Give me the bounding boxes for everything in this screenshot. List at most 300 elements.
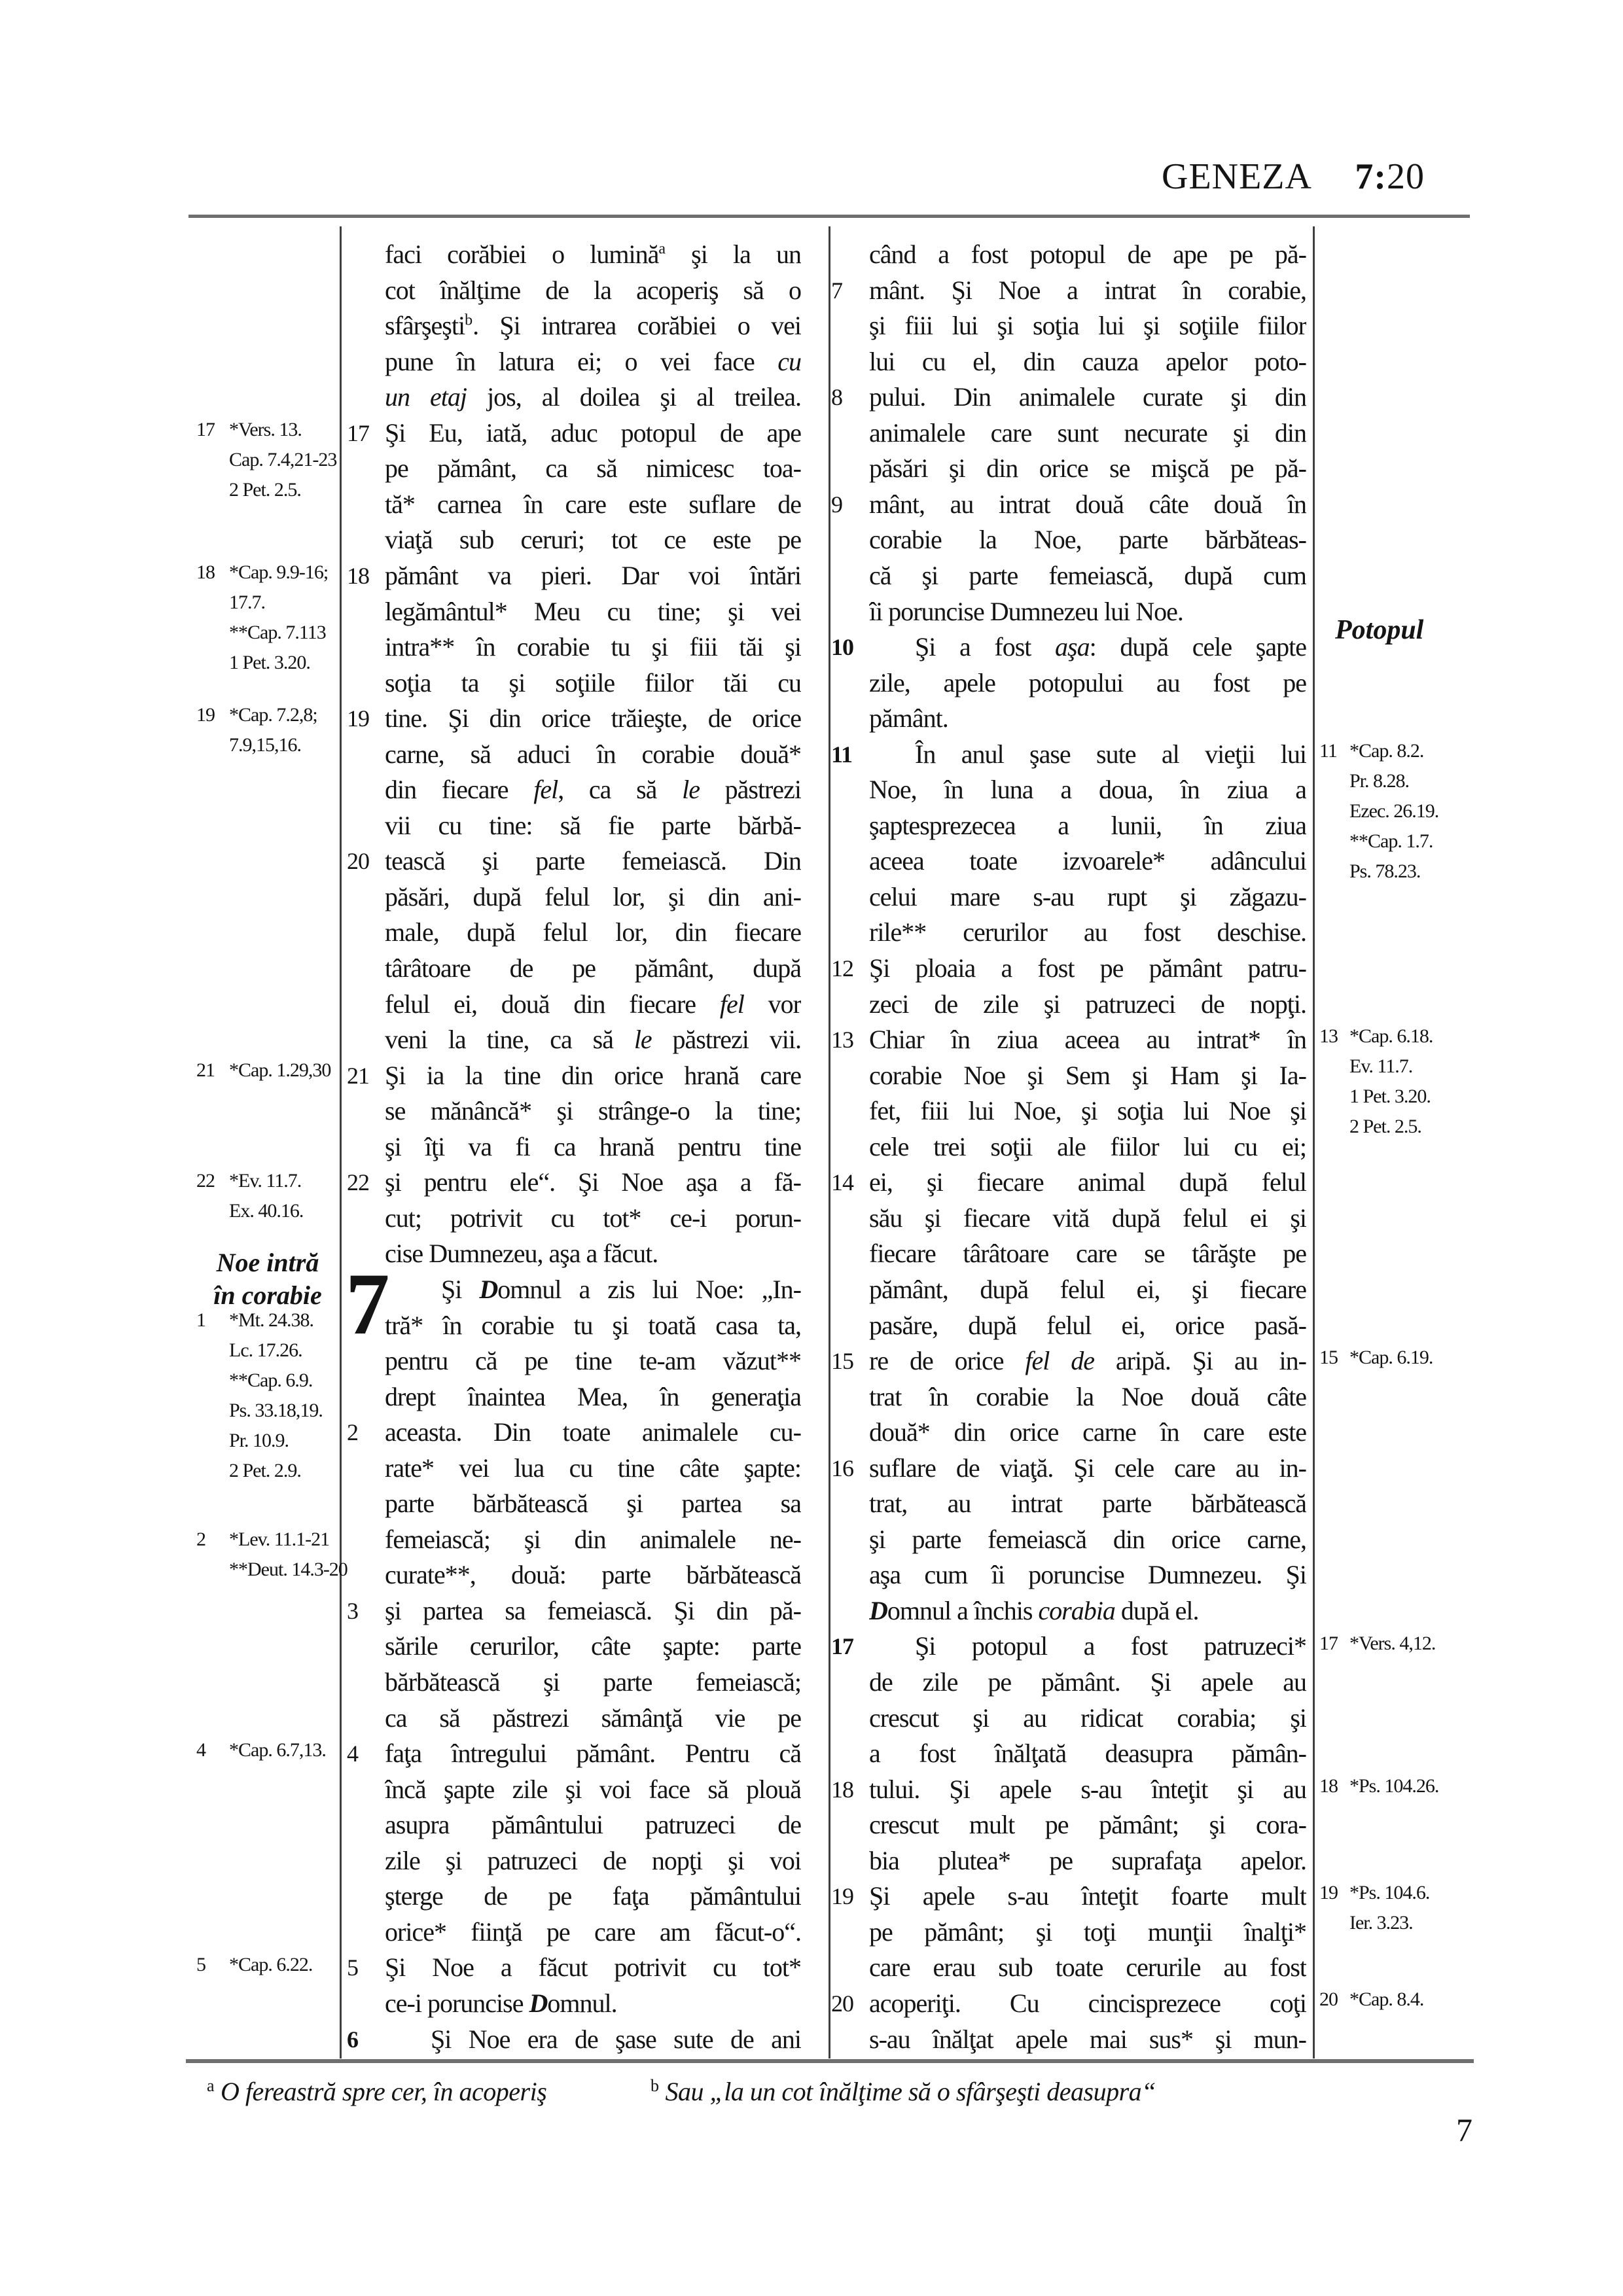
verse-text xyxy=(385,1093,801,1129)
ref-list xyxy=(1349,1771,1483,1801)
margin-ref-block xyxy=(1319,736,1483,887)
verse-text xyxy=(385,1772,801,1808)
plain-text: vor xyxy=(743,989,801,1019)
verse-text xyxy=(869,1736,1306,1772)
verse-text xyxy=(385,1915,801,1951)
cross-reference: *Cap. 1.29,30 xyxy=(229,1059,331,1081)
chapter-number: 7 xyxy=(346,1255,390,1353)
plain-text: tului. Şi apele s-au înteţit şi au xyxy=(869,1774,1306,1804)
plain-text: mânt. Şi Noe a intrat în corabie, xyxy=(869,275,1306,305)
text-line xyxy=(831,987,1306,1023)
margin-ref-block xyxy=(1319,1985,1483,2015)
verse-text xyxy=(385,987,801,1023)
ref-list xyxy=(1349,1629,1483,1659)
plain-text: omnul. xyxy=(547,1988,617,2018)
cross-reference: *Vers. 4,12. xyxy=(1349,1633,1436,1654)
verse-text xyxy=(385,415,801,451)
ornate-initial: D xyxy=(479,1274,498,1304)
cross-reference: Pr. 8.28. xyxy=(1349,770,1410,792)
text-line xyxy=(831,344,1306,380)
plain-text: pe pământ, ca să nimicesc toa- xyxy=(385,453,801,484)
margin-ref-block xyxy=(1319,1021,1483,1142)
plain-text: îi poruncise Dumnezeu lui Noe. xyxy=(869,596,1183,626)
text-line xyxy=(831,1308,1306,1344)
ref-verse-number: 22 xyxy=(196,1170,215,1192)
verse-text xyxy=(869,415,1306,451)
verse-text xyxy=(385,1986,801,2022)
plain-text: ei, şi fiecare animal după felul xyxy=(869,1167,1306,1197)
verse-number: 5 xyxy=(347,1954,358,1981)
verse-text xyxy=(869,237,1306,273)
text-line xyxy=(347,558,801,594)
plain-text: său şi fiecare vită după felul ei şi xyxy=(869,1203,1306,1233)
verse-text xyxy=(385,344,801,380)
plain-text: , ca să xyxy=(558,775,683,805)
text-line xyxy=(347,1415,801,1451)
plain-text: viaţă sub ceruri; tot ce este pe xyxy=(385,525,801,555)
text-line xyxy=(347,1772,801,1808)
verse-text xyxy=(385,1879,801,1915)
verse-number: 2 xyxy=(347,1419,358,1446)
text-line xyxy=(831,487,1306,523)
verse-text xyxy=(385,1129,801,1165)
ornate-initial: D xyxy=(869,1595,887,1625)
right-column-rule xyxy=(1313,226,1315,2058)
verse-number: 15 xyxy=(831,1348,853,1375)
verse-number: 9 xyxy=(831,491,842,518)
text-line xyxy=(347,1915,801,1951)
text-line xyxy=(831,237,1306,273)
ref-verse-number: 21 xyxy=(196,1059,215,1081)
cross-reference: Cap. 7.4,21-23 xyxy=(229,449,337,470)
cross-reference: Ev. 11.7. xyxy=(1349,1055,1413,1077)
plain-text: şi îţi va fi ca hrană pentru tine xyxy=(385,1131,801,1161)
plain-text: animalele care sunt necurate şi din xyxy=(869,417,1306,448)
verse-text xyxy=(385,629,801,665)
verse-text xyxy=(869,665,1306,701)
text-line xyxy=(831,380,1306,415)
plain-text: În anul şase sute al vieţii lui xyxy=(915,739,1306,769)
verse-text xyxy=(385,594,801,630)
verse-text xyxy=(385,1557,801,1593)
footnote-b xyxy=(651,2075,1156,2108)
text-line xyxy=(347,915,801,951)
plain-text: femeiască; şi din animalele ne- xyxy=(385,1524,801,1554)
footnote-text: Sau „la un cot înălţime să o sfârşeşti deasupra“ xyxy=(665,2077,1156,2106)
italic-text: fel xyxy=(533,775,558,805)
verse-number: 8 xyxy=(831,384,842,411)
ref-list xyxy=(1349,1878,1483,1938)
verse-text xyxy=(385,1736,801,1772)
text-line xyxy=(347,1736,801,1772)
plain-text: se mănâncă* şi strânge-o la tine; xyxy=(385,1096,801,1126)
heading-line: Noe intră xyxy=(216,1248,319,1277)
text-line xyxy=(831,772,1306,808)
text-line xyxy=(347,451,801,487)
verse-text xyxy=(385,951,801,987)
plain-text: male, după felul lor, din fiecare xyxy=(385,917,801,947)
verse-text xyxy=(869,1486,1306,1522)
plain-text: asupra pământului patruzeci de xyxy=(385,1810,801,1840)
plain-text: crescut mult pe pământ; şi cora- xyxy=(869,1810,1306,1840)
cross-reference: **Deut. 14.3-20 xyxy=(229,1559,348,1580)
plain-text: drept înaintea Mea, în generaţia xyxy=(385,1381,801,1411)
plain-text: şi partea sa femeiască. Şi din pă- xyxy=(385,1595,801,1625)
plain-text: şi pentru ele“. Şi Noe aşa a fă- xyxy=(385,1167,801,1197)
margin-ref-block xyxy=(196,1166,339,1226)
margin-section-heading xyxy=(196,1246,339,1312)
cross-reference: 2 Pet. 2.5. xyxy=(1349,1116,1421,1137)
ref-verse-number: 11 xyxy=(1319,740,1337,762)
verse-text xyxy=(869,451,1306,487)
plain-text: încă şapte zile şi voi face să plouă xyxy=(385,1774,801,1804)
plain-text: zile, apele potopului au fost pe xyxy=(869,667,1306,698)
verse-text xyxy=(385,879,801,915)
plain-text: şi parte femeiască din orice carne, xyxy=(869,1524,1306,1554)
ref-list xyxy=(229,557,339,678)
plain-text: când a fost potopul de ape pe pă- xyxy=(869,239,1306,269)
verse-number: 19 xyxy=(347,705,369,732)
verse-text xyxy=(385,1629,801,1665)
plain-text: păstrezi xyxy=(699,775,801,805)
plain-text: a fost înălţată deasupra pămân- xyxy=(869,1739,1306,1769)
verse-text xyxy=(869,344,1306,380)
plain-text: că şi parte femeiască, după cum xyxy=(869,560,1306,590)
plain-text: târâtoare de pe pământ, după xyxy=(385,953,801,983)
text-line xyxy=(831,1093,1306,1129)
verse-text xyxy=(869,558,1306,594)
text-line xyxy=(347,1451,801,1487)
cross-reference: *Cap. 9.9-16; xyxy=(229,561,329,583)
verse-text xyxy=(869,2022,1306,2058)
plain-text: crescut şi au ridicat corabia; şi xyxy=(869,1703,1306,1733)
verse-number: 12 xyxy=(831,955,853,981)
verse-number: 16 xyxy=(831,1455,853,1481)
verse-text xyxy=(385,915,801,951)
text-line xyxy=(347,1201,801,1237)
ref-verse-number: 18 xyxy=(1319,1775,1338,1797)
plain-text: de zile pe pământ. Şi apele au xyxy=(869,1667,1306,1697)
ref-list xyxy=(229,1735,339,1765)
text-line xyxy=(831,737,1306,773)
text-line xyxy=(347,380,801,415)
text-line xyxy=(347,344,801,380)
plain-text: pasăre, după felul ei, orice pasă- xyxy=(869,1310,1306,1340)
verse-text xyxy=(385,1593,801,1629)
text-line xyxy=(831,1129,1306,1165)
cross-reference: *Cap. 8.4. xyxy=(1349,1988,1424,2010)
text-line xyxy=(831,1950,1306,1986)
text-line xyxy=(831,1557,1306,1593)
plain-text: bărbătească şi parte femeiască; xyxy=(385,1667,801,1697)
text-line xyxy=(831,1701,1306,1737)
ornate-initial: D xyxy=(529,1988,548,2018)
verse-text xyxy=(385,1486,801,1522)
plain-text: zile şi patruzeci de nopţi şi voi xyxy=(385,1845,801,1875)
cross-reference: **Cap. 6.9. xyxy=(229,1369,313,1391)
plain-text: Şi ploaia a fost pe pământ patru- xyxy=(869,953,1306,983)
verse-text xyxy=(385,1272,801,1308)
plain-text: şterge de pe faţa pământului xyxy=(385,1881,801,1911)
text-line xyxy=(831,915,1306,951)
book-title: GENEZA xyxy=(1162,156,1312,197)
verse-number: 14 xyxy=(831,1169,853,1196)
verse-text xyxy=(385,1807,801,1843)
ref-list xyxy=(229,1950,339,1980)
cross-reference: **Cap. 7.113 xyxy=(229,622,326,643)
text-line xyxy=(831,308,1306,344)
verse-text xyxy=(869,879,1306,915)
verse-text xyxy=(869,1915,1306,1951)
right-margin-references xyxy=(1319,0,1483,2296)
text-line xyxy=(347,1022,801,1058)
plain-text: aşa cum îi poruncise Dumnezeu. Şi xyxy=(869,1560,1306,1590)
verse-text xyxy=(869,1593,1306,1629)
text-line xyxy=(831,594,1306,630)
text-line xyxy=(347,808,801,844)
ref-verse-number: 13 xyxy=(1319,1025,1338,1047)
verse-text xyxy=(869,1879,1306,1915)
text-line xyxy=(347,1486,801,1522)
verse-text xyxy=(869,1665,1306,1701)
plain-text: re de orice xyxy=(869,1346,1026,1376)
footnote-a xyxy=(207,2075,546,2108)
text-line xyxy=(831,1915,1306,1951)
margin-ref-block xyxy=(196,1525,348,1585)
verse-text xyxy=(869,1986,1306,2022)
plain-text: veni la tine, ca să xyxy=(385,1025,634,1055)
text-line xyxy=(347,1950,801,1986)
plain-text: Şi Eu, iată, aduc potopul de ape xyxy=(385,417,801,448)
text-line xyxy=(831,843,1306,879)
verse-text xyxy=(869,1165,1306,1201)
verse-number: 17 xyxy=(347,419,369,446)
verse-text xyxy=(869,1022,1306,1058)
plain-text: omnul a închis xyxy=(887,1595,1039,1625)
plain-text: tească şi parte femeiască. Din xyxy=(385,846,801,876)
text-line xyxy=(347,594,801,630)
text-line xyxy=(347,1236,801,1272)
ref-verse-number: 17 xyxy=(196,419,215,440)
text-line xyxy=(347,1522,801,1558)
plain-text: pentru că pe tine te-am văzut** xyxy=(385,1346,801,1376)
verse-text xyxy=(869,701,1306,737)
plain-text: cele trei soţii ale fiilor lui cu ei; xyxy=(869,1131,1306,1161)
ref-list xyxy=(1349,1021,1483,1142)
plain-text: sfârşeşti xyxy=(385,311,465,341)
verse-text xyxy=(385,558,801,594)
text-line xyxy=(831,1058,1306,1094)
plain-text: bia plutea* pe suprafaţa apelor. xyxy=(869,1845,1306,1875)
plain-text: aceea toate izvoarele* adâncului xyxy=(869,846,1306,876)
italic-text: un etaj xyxy=(385,382,467,412)
plain-text: păsări, după felul lor, şi din ani- xyxy=(385,881,801,911)
text-line xyxy=(347,1807,801,1843)
text-line xyxy=(347,665,801,701)
verse-text xyxy=(385,1058,801,1094)
verse-text xyxy=(869,1557,1306,1593)
text-line xyxy=(831,558,1306,594)
verse-text xyxy=(869,951,1306,987)
verse-text xyxy=(385,487,801,523)
verse-text xyxy=(869,772,1306,808)
text-line xyxy=(831,1236,1306,1272)
plain-text: pământ. xyxy=(869,703,948,733)
ref-list xyxy=(1349,1985,1483,2015)
plain-text: şi la un xyxy=(665,239,801,269)
verse-text xyxy=(869,1807,1306,1843)
cross-reference: Pr. 10.9. xyxy=(229,1430,289,1451)
plain-text: pune în latura ei; o vei face xyxy=(385,346,778,376)
ref-list xyxy=(229,1166,339,1226)
plain-text: cut; potrivit cu tot* ce-i porun- xyxy=(385,1203,801,1233)
plain-text: ca să păstrezi sămânţă vie pe xyxy=(385,1703,801,1733)
verse-number: 3 xyxy=(347,1597,358,1624)
cross-reference: 1 Pet. 3.20. xyxy=(229,652,310,673)
plain-text: vii cu tine: să fie parte bărbă- xyxy=(385,810,801,840)
plain-text: tine. Şi din orice trăieşte, de orice xyxy=(385,703,801,733)
verse-text xyxy=(385,1701,801,1737)
verse-text xyxy=(869,1093,1306,1129)
plain-text: fet, fiii lui Noe, şi soţia lui Noe şi xyxy=(869,1096,1306,1126)
verse-text xyxy=(385,2022,801,2058)
verse-text xyxy=(385,380,801,415)
plain-text: sările cerurilor, câte şapte: parte xyxy=(385,1631,801,1661)
text-line xyxy=(347,1986,801,2022)
plain-text: legământul* Meu cu tine; şi vei xyxy=(385,596,801,626)
plain-text: Şi xyxy=(441,1274,480,1304)
cross-reference: *Vers. 13. xyxy=(229,419,302,440)
text-line xyxy=(831,1879,1306,1915)
footnote-text: O fereastră spre cer, în acoperiş xyxy=(221,2077,547,2106)
cross-reference: Ps. 78.23. xyxy=(1349,860,1421,882)
text-line xyxy=(347,1129,801,1165)
verse-text xyxy=(385,1843,801,1879)
verse-number: 4 xyxy=(347,1740,358,1767)
text-line xyxy=(831,1986,1306,2022)
footnote-letter: b xyxy=(651,2075,659,2095)
plain-text: omnul a zis lui Noe: „In- xyxy=(497,1274,801,1304)
plain-text: corabie Noe şi Sem şi Ham şi Ia- xyxy=(869,1060,1306,1090)
verse-number: 20 xyxy=(347,848,369,875)
ref-list xyxy=(1349,1343,1483,1373)
text-line xyxy=(347,629,801,665)
margin-ref-block xyxy=(196,415,339,505)
plain-text: tă* carnea în care este suflare de xyxy=(385,489,801,519)
text-line xyxy=(831,1165,1306,1201)
plain-text: şaptesprezecea a lunii, în ziua xyxy=(869,810,1306,840)
verse-number: 18 xyxy=(831,1776,853,1803)
verse-text xyxy=(385,1343,801,1379)
cross-reference: Ex. 40.16. xyxy=(229,1200,304,1222)
verse-text xyxy=(869,1379,1306,1415)
cross-reference: Ier. 3.23. xyxy=(1349,1912,1413,1934)
plain-text: soţia ta şi soţiile fiilor tăi cu xyxy=(385,667,801,698)
plain-text: . Şi intrarea corăbiei o vei xyxy=(473,311,801,341)
plain-text: trat, au intrat parte bărbătească xyxy=(869,1489,1306,1519)
verse-number: 18 xyxy=(347,562,369,589)
verse-text xyxy=(869,1629,1306,1665)
plain-text: păsări şi din orice se mişcă pe pă- xyxy=(869,453,1306,484)
verse-text xyxy=(869,737,1306,773)
footnote-marker: a xyxy=(658,240,666,258)
verse-number: 6 xyxy=(347,2026,358,2053)
text-line xyxy=(347,273,801,309)
text-line xyxy=(347,1843,801,1879)
text-line xyxy=(347,737,801,773)
plain-text: Şi apele s-au înteţit foarte mult xyxy=(869,1881,1306,1911)
plain-text: pământ, după felul ei, şi fiecare xyxy=(869,1274,1306,1304)
verse-text xyxy=(385,273,801,309)
text-line xyxy=(831,1022,1306,1058)
cross-reference: *Cap. 8.2. xyxy=(1349,740,1424,762)
verse-text xyxy=(385,1950,801,1986)
verse-text xyxy=(869,1522,1306,1558)
verse-text xyxy=(869,522,1306,558)
verse-text xyxy=(869,1236,1306,1272)
verse-text xyxy=(385,772,801,808)
text-line xyxy=(831,1272,1306,1308)
center-column-rule xyxy=(829,226,830,2058)
text-line xyxy=(831,1415,1306,1451)
plain-text: lui cu el, din cauza apelor poto- xyxy=(869,346,1306,376)
left-margin-references xyxy=(196,0,348,2296)
plain-text: aripă. Şi au in- xyxy=(1094,1346,1306,1376)
text-line xyxy=(831,273,1306,309)
plain-text: s-au înălţat apele mai sus* şi mun- xyxy=(869,2024,1306,2054)
text-line xyxy=(831,1736,1306,1772)
plain-text: ce-i poruncise xyxy=(385,1988,529,2018)
text-line xyxy=(347,772,801,808)
verse-number: 22 xyxy=(347,1169,369,1196)
plain-text: faţa întregului pământ. Pentru că xyxy=(385,1739,801,1769)
verse-text xyxy=(869,1950,1306,1986)
text-line xyxy=(347,1093,801,1129)
italic-text: aşa xyxy=(1055,632,1090,662)
text-line xyxy=(831,665,1306,701)
plain-text: Şi Noe a făcut potrivit cu tot* xyxy=(385,1952,801,1983)
text-line xyxy=(347,1379,801,1415)
verse-text xyxy=(385,737,801,773)
margin-ref-block xyxy=(196,1950,339,1980)
cross-reference: *Cap. 6.19. xyxy=(1349,1347,1433,1368)
text-line xyxy=(347,487,801,523)
plain-text: trat în corabie la Noe două câte xyxy=(869,1381,1306,1411)
verse-text xyxy=(869,1129,1306,1165)
verse-text xyxy=(385,1165,801,1201)
margin-ref-block xyxy=(196,1305,339,1486)
verse-text xyxy=(385,1379,801,1415)
text-line xyxy=(347,879,801,915)
verse-text xyxy=(869,273,1306,309)
verse-number: 7 xyxy=(831,277,842,304)
cross-reference: *Cap. 7.2,8; xyxy=(229,704,317,726)
text-line xyxy=(831,1486,1306,1522)
verse-text xyxy=(869,1772,1306,1808)
verse-text xyxy=(869,987,1306,1023)
footnote-letter: a xyxy=(207,2075,215,2095)
left-column-rule xyxy=(340,226,342,2058)
plain-text: felul ei, două din fiecare xyxy=(385,989,720,1019)
plain-text: tră* în corabie tu şi toată casa ta, xyxy=(385,1310,801,1340)
cross-reference: *Ev. 11.7. xyxy=(229,1170,302,1192)
heading-line: Potopul xyxy=(1335,615,1424,645)
verse-text xyxy=(385,665,801,701)
text-line xyxy=(831,1522,1306,1558)
text-line xyxy=(831,879,1306,915)
verse-text xyxy=(869,1701,1306,1737)
plain-text: pământ va pieri. Dar voi întări xyxy=(385,560,801,590)
